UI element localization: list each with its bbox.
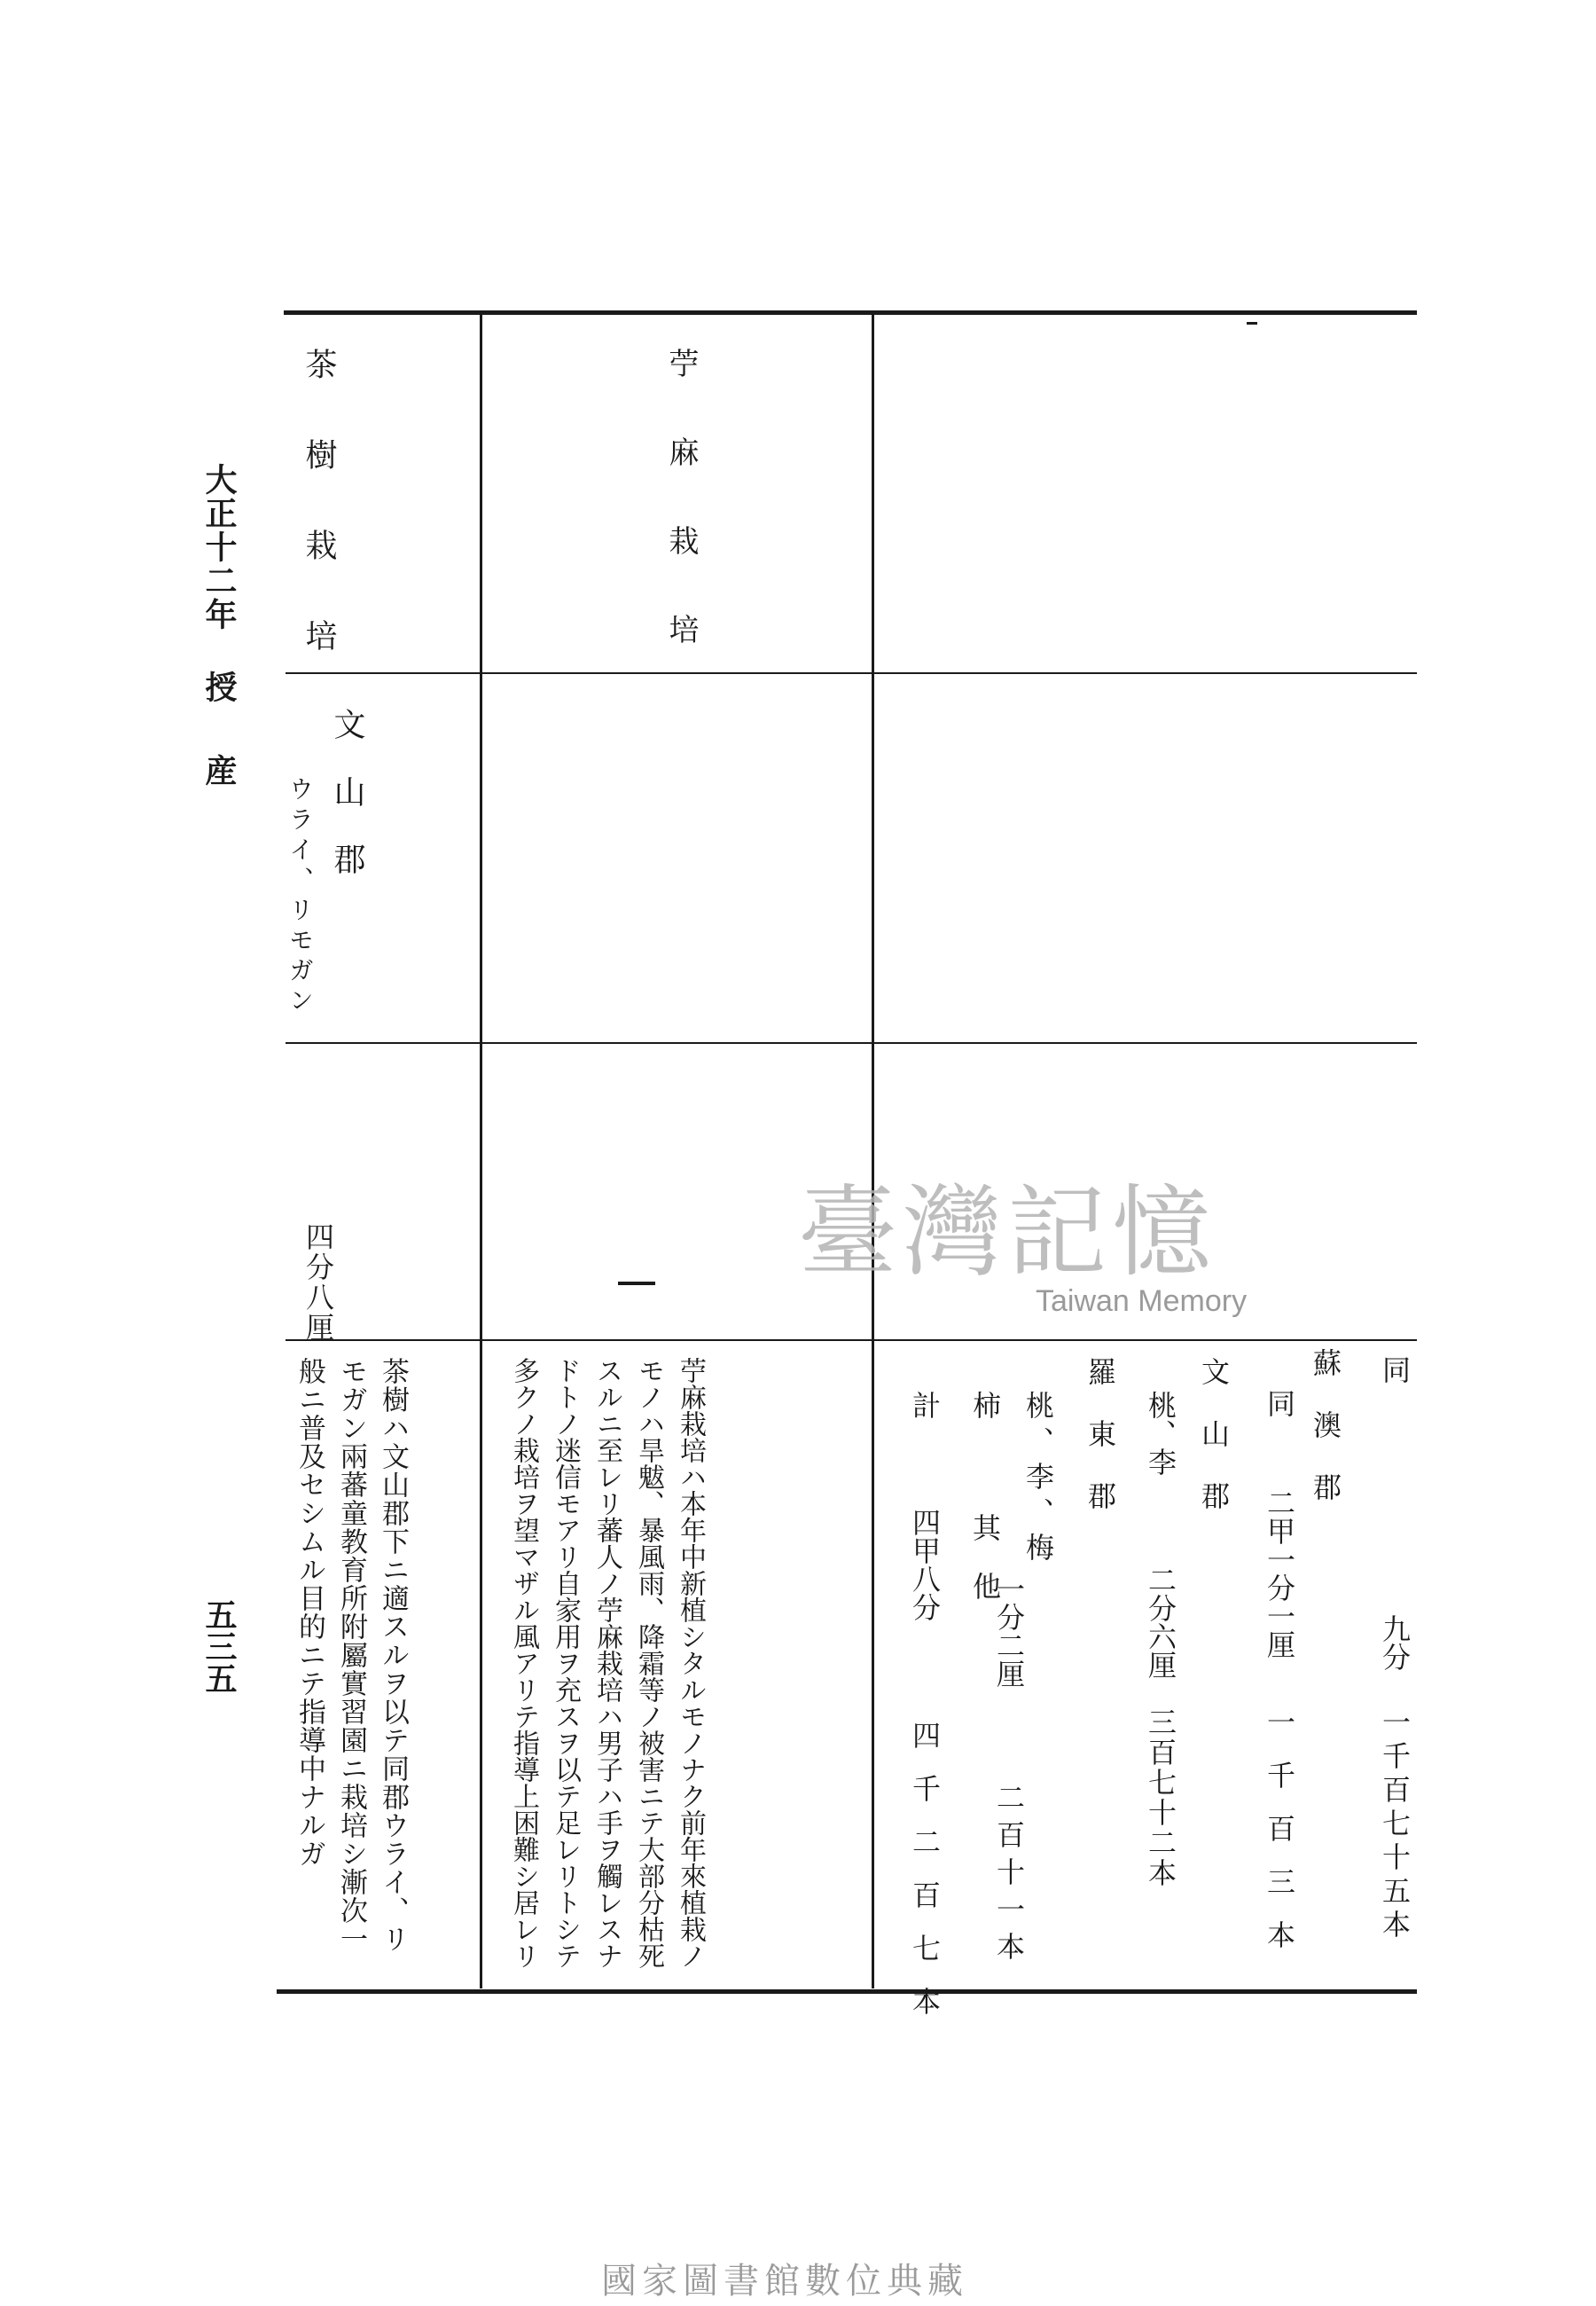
row-divider-district (286, 1042, 1417, 1044)
fruit-row-count: 一千百七十五本 (1378, 1707, 1412, 1943)
fruit-row-name: 羅東郡 (1084, 1357, 1117, 1543)
ramie-note: 苧麻栽培ハ本年中新植シタルモノナク前年來植栽ノモノハ旱魃、暴風雨、降霜等ノ被害ニテ大部分枯死スルニ至レリ蕃人ノ苧麻栽培ハ男子ハ手ヲ觸レスナドトノ迷信モアリ自家用ヲ充スヲ以テ足レリトシテ多クノ栽培ヲ望マザル風アリテ指導上困難シ居レリ (508, 1357, 706, 1969)
table-top-rule (284, 310, 1417, 315)
row-divider-heading (286, 672, 1417, 674)
ramie-area-dash (618, 1282, 655, 1285)
top-dash-mark (1247, 322, 1257, 325)
fruit-row-name: 桃、李 (1144, 1391, 1177, 1476)
page-number: 五三五 (200, 1598, 238, 1694)
margin-section: 産 (200, 754, 238, 786)
fruit-row-area: 二分六厘 (1144, 1565, 1177, 1679)
watermark-logo: 臺灣記憶 (798, 1175, 1217, 1290)
tea-heading: 茶樹栽培 (301, 348, 337, 710)
fruit-row-area: 一分二厘 (992, 1574, 1026, 1688)
fruit-row-name: 柿 其他 (968, 1391, 1002, 1630)
watermark-subtitle: Taiwan Memory (1036, 1284, 1248, 1318)
tea-villages: ウライ、リモガン (286, 776, 315, 1017)
tea-district: 文山郡 (329, 708, 365, 910)
column-divider-1 (480, 312, 482, 1988)
tea-area: 四分八厘 (301, 1222, 335, 1343)
table-bottom-rule (277, 1989, 1417, 1994)
fruit-row-area: 四甲八分 (908, 1508, 942, 1621)
fruit-row-count: 四千二百七本 (908, 1721, 942, 2040)
fruit-row-name: 同 (1378, 1355, 1412, 1384)
fruit-row-count: 一千百三本 (1263, 1707, 1296, 1973)
fruit-row-name: 桃、李、梅 (1021, 1391, 1055, 1568)
fruit-row-count: 二百十一本 (992, 1783, 1026, 1969)
row-divider-area (286, 1339, 1417, 1341)
fruit-table (878, 1348, 1412, 2040)
fruit-row-name: 同 (1263, 1389, 1296, 1417)
fruit-row-name: 計 (908, 1391, 942, 1419)
tea-note: 茶樹ハ文山郡下ニ適スルヲ以テ同郡ウライ、リモガン兩蕃童教育所附屬實習園ニ栽培シ漸次一般ニ普及セシムル目的ニテ指導中ナルガ (293, 1357, 409, 1953)
fruit-row-count: 三百七十二本 (1144, 1707, 1177, 1888)
column-divider-2 (872, 312, 874, 1988)
margin-title: 大正十二年 授 (200, 463, 238, 704)
fruit-row-area: 二甲一分一厘 (1263, 1488, 1296, 1659)
footer-collection: 國家圖書館數位典藏 (601, 2261, 968, 2302)
fruit-row-name: 文山郡 (1197, 1357, 1231, 1543)
fruit-row-name: 蘇澳郡 (1309, 1348, 1342, 1534)
ramie-heading: 苧麻栽培 (663, 348, 699, 702)
fruit-row-area: 九分 (1378, 1614, 1412, 1671)
